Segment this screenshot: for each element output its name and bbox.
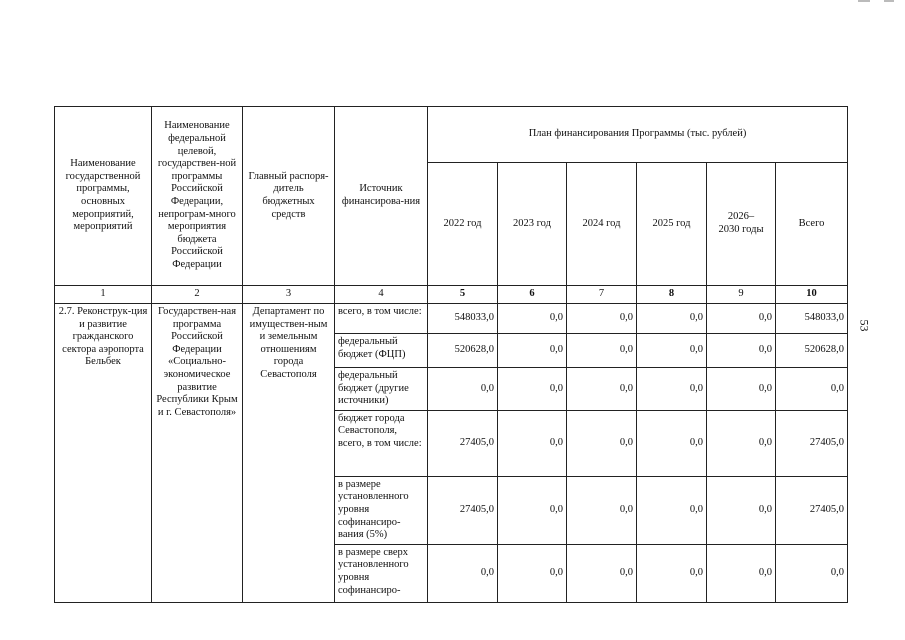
value-cell: 0,0 xyxy=(428,368,498,411)
value-cell: 0,0 xyxy=(567,410,637,476)
value-cell: 0,0 xyxy=(637,368,707,411)
value-cell: 0,0 xyxy=(776,544,848,602)
column-number: 10 xyxy=(776,286,848,304)
value-cell: 0,0 xyxy=(707,476,776,544)
page-number: 53 xyxy=(857,319,872,332)
column-number: 5 xyxy=(428,286,498,304)
column-number: 8 xyxy=(637,286,707,304)
header-federal-program: Наименование федеральной целевой, государствен-ной программы Российской Федерации, непрограм-много мероприятия бюджета Российской Федерации xyxy=(152,107,243,286)
value-cell: 0,0 xyxy=(428,544,498,602)
column-number: 4 xyxy=(335,286,428,304)
header-year-2023: 2023 год xyxy=(498,163,567,286)
source-label: федеральный бюджет (ФЦП) xyxy=(335,334,428,368)
value-cell: 0,0 xyxy=(567,334,637,368)
column-number: 9 xyxy=(707,286,776,304)
value-cell: 0,0 xyxy=(498,334,567,368)
value-cell: 520628,0 xyxy=(776,334,848,368)
federal-program-name: Государствен-ная программа Российской Федерации «Социально-экономическое развитие Республики Крым и г. Севастополя» xyxy=(152,304,243,603)
header-program: Наименование государственной программы, основных мероприятий, мероприятий xyxy=(55,107,152,286)
column-number: 1 xyxy=(55,286,152,304)
value-cell: 0,0 xyxy=(498,476,567,544)
financing-table xyxy=(54,106,848,603)
column-number: 7 xyxy=(567,286,637,304)
header-administrator: Главный распоря-дитель бюджетных средств xyxy=(243,107,335,286)
value-cell: 0,0 xyxy=(498,368,567,411)
column-number-row xyxy=(55,286,848,304)
scan-mark xyxy=(858,0,870,2)
header-year-2026-2030: 2026– 2030 годы xyxy=(707,163,776,286)
program-name: 2.7. Реконструк-ция и развитие гражданского сектора аэропорта Бельбек xyxy=(55,304,152,603)
header-plan: План финансирования Программы (тыс. рублей) xyxy=(428,107,848,163)
value-cell: 0,0 xyxy=(707,334,776,368)
header-total: Всего xyxy=(776,163,848,286)
source-label: бюджет города Севастополя, всего, в том числе: xyxy=(335,410,428,476)
value-cell: 0,0 xyxy=(637,410,707,476)
page-bottom-margin xyxy=(0,606,905,640)
value-cell: 27405,0 xyxy=(428,410,498,476)
value-cell: 0,0 xyxy=(498,304,567,334)
value-cell: 520628,0 xyxy=(428,334,498,368)
value-cell: 0,0 xyxy=(567,544,637,602)
value-cell: 0,0 xyxy=(498,410,567,476)
value-cell: 0,0 xyxy=(567,476,637,544)
value-cell: 0,0 xyxy=(637,476,707,544)
column-number: 6 xyxy=(498,286,567,304)
value-cell: 0,0 xyxy=(707,410,776,476)
table-row xyxy=(55,304,848,334)
source-label: в размере установленного уровня софинансиро-вания (5%) xyxy=(335,476,428,544)
value-cell: 0,0 xyxy=(707,304,776,334)
value-cell: 0,0 xyxy=(637,334,707,368)
source-label: федеральный бюджет (другие источники) xyxy=(335,368,428,411)
value-cell: 0,0 xyxy=(707,368,776,411)
value-cell: 0,0 xyxy=(707,544,776,602)
column-number: 3 xyxy=(243,286,335,304)
header-source: Источник финансирова-ния xyxy=(335,107,428,286)
value-cell: 548033,0 xyxy=(428,304,498,334)
header-year-2025: 2025 год xyxy=(637,163,707,286)
value-cell: 0,0 xyxy=(637,544,707,602)
value-cell: 0,0 xyxy=(567,304,637,334)
value-cell: 0,0 xyxy=(498,544,567,602)
source-label: в размере сверх установленного уровня софинансиро- xyxy=(335,544,428,602)
value-cell: 0,0 xyxy=(637,304,707,334)
value-cell: 27405,0 xyxy=(428,476,498,544)
source-label: всего, в том числе: xyxy=(335,304,428,334)
header-year-2024: 2024 год xyxy=(567,163,637,286)
value-cell: 548033,0 xyxy=(776,304,848,334)
value-cell: 27405,0 xyxy=(776,410,848,476)
value-cell: 0,0 xyxy=(567,368,637,411)
scan-mark xyxy=(884,0,894,2)
header-year-2022: 2022 год xyxy=(428,163,498,286)
value-cell: 0,0 xyxy=(776,368,848,411)
value-cell: 27405,0 xyxy=(776,476,848,544)
budget-administrator: Департамент по имуществен-ным и земельным отношениям города Севастополя xyxy=(243,304,335,603)
column-number: 2 xyxy=(152,286,243,304)
